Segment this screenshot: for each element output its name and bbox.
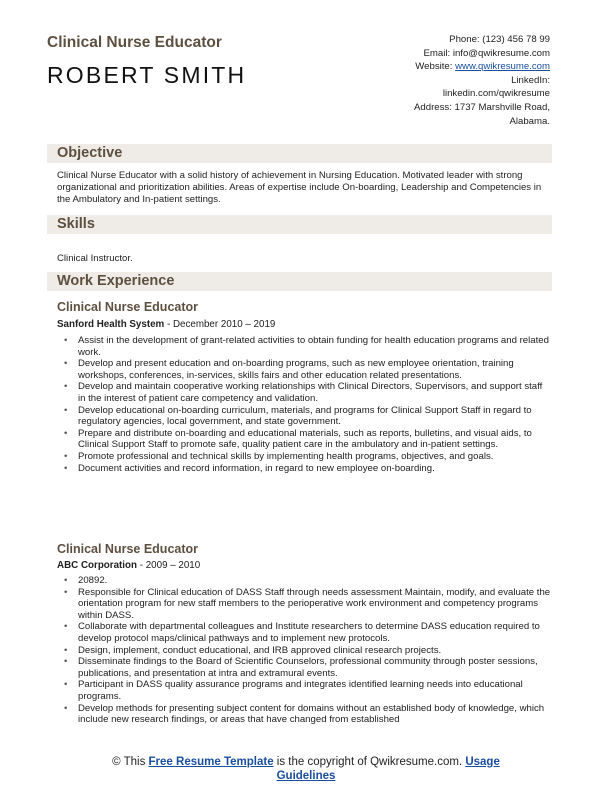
job-1-title: Clinical Nurse Educator	[57, 300, 199, 314]
job-1-bullets	[62, 335, 552, 474]
objective-section-header	[47, 144, 552, 163]
usage-guidelines-link-part1[interactable]: Usage	[465, 756, 500, 768]
list-item: • Develop and present education and on-boarding programs, such as new employee orientation, training workshops, conferences, in-services, skills fairs and other education related presentations.	[62, 358, 552, 381]
footer-prefix: © This	[112, 756, 149, 768]
list-item: • 20892.	[62, 575, 552, 587]
list-item: • Develop methods for presenting subject content for domains without an established body of knowledge, which include new research findings, or areas that have changed from established	[62, 703, 552, 726]
website-label: Website:	[415, 61, 456, 73]
contact-address-line2: Alabama.	[509, 115, 550, 127]
job-2-company: ABC Corporation	[57, 560, 138, 571]
job-2-bullets	[62, 575, 552, 726]
list-item: • Design, implement, conduct educational, and IRB approved clinical research projects.	[62, 645, 552, 657]
website-link[interactable]: www.qwikresume.com	[455, 61, 550, 73]
experience-heading: Work Experience	[57, 273, 175, 289]
copyright-footer	[0, 755, 612, 783]
list-item: • Develop educational on-boarding curriculum, materials, and programs for Clinical Support Staff in regard to regulatory agencies, local government, and state government.	[62, 405, 552, 428]
objective-heading: Objective	[57, 145, 123, 161]
job-1-dates: - December 2010 – 2019	[164, 319, 276, 330]
list-item: • Develop and maintain cooperative working relationships with Clinical Directors, Supervisors, and support staff in the interest of patient care competency and validation.	[62, 381, 552, 404]
header-job-title: Clinical Nurse Educator	[47, 34, 222, 51]
list-item: • Assist in the development of grant-related activities to obtain funding for health education programs and related work.	[62, 335, 552, 358]
list-item: • Document activities and record information, in regard to new employee on-boarding.	[62, 463, 552, 475]
objective-text: Clinical Nurse Educator with a solid history of achievement in Nursing Education. Motivated leader with strong organizational and prioritization abilities. Areas of expertise include On-boarding, Leadership and Competencies in the Ambulatory and In-patient settings.	[57, 170, 542, 205]
list-item: • Disseminate findings to the Board of Scientific Counselors, professional community through poster sessions, publications, and presentation at intra and extramural events.	[62, 656, 552, 679]
list-item: • Prepare and distribute on-boarding and educational materials, such as reports, bulletins, and visual aids, to Clinical Support Staff to promote safe, quality patient care in the ambulatory and in-patient settings.	[62, 428, 552, 451]
contact-address-line1: Address: 1737 Marshville Road,	[414, 101, 550, 113]
job-1-company: Sanford Health System	[57, 319, 165, 330]
contact-block	[330, 33, 550, 128]
skills-heading: Skills	[57, 216, 95, 232]
experience-section-header	[47, 272, 552, 291]
contact-phone: Phone: (123) 456 78 99	[449, 34, 550, 45]
contact-linkedin-value: linkedin.com/qwikresume	[442, 88, 550, 100]
skills-text: Clinical Instructor.	[57, 253, 133, 264]
footer-middle: is the copyright of Qwikresume.com.	[273, 756, 466, 768]
list-item: • Participant in DASS quality assurance programs and integrates identified learning needs into educational programs.	[62, 679, 552, 702]
job-2-company-line	[57, 560, 200, 571]
contact-email: Email: info@qwikresume.com	[423, 47, 550, 59]
contact-linkedin-label: LinkedIn:	[511, 74, 550, 86]
usage-guidelines-link-part2[interactable]: Guidelines	[276, 770, 336, 782]
list-item: • Promote professional and technical skills by implementing health programs, objectives, and goals.	[62, 451, 552, 463]
job-2-title: Clinical Nurse Educator	[57, 542, 199, 556]
list-item: • Collaborate with departmental colleagues and Institute researchers to determine DASS education required to develop protocol maps/clinical pathways and to implement new protocols.	[62, 621, 552, 644]
job-2-dates: - 2009 – 2010	[137, 560, 201, 571]
list-item: • Responsible for Clinical education of DASS Staff through needs assessment Maintain, modify, and evaluate the orientation program for new staff members to the perioperative work environment and competency programs within DASS.	[62, 587, 552, 622]
job-1-company-line	[57, 319, 275, 330]
contact-website	[330, 60, 550, 74]
skills-section-header	[47, 215, 552, 234]
candidate-name: ROBERT SMITH	[47, 62, 247, 88]
free-resume-template-link[interactable]: Free Resume Template	[148, 756, 274, 768]
